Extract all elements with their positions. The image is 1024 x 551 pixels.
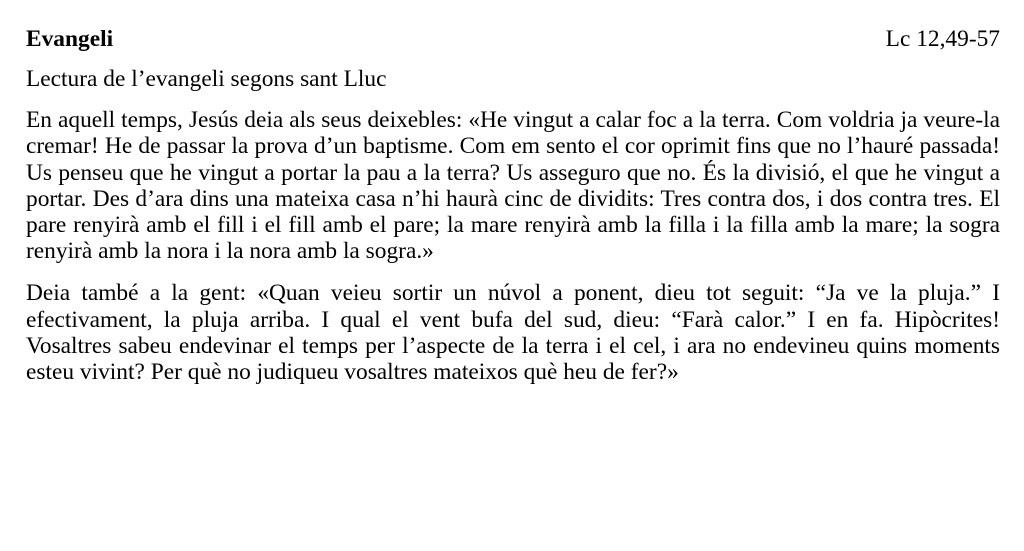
- reading-subtitle: Lectura de l’evangeli segons sant Lluc: [26, 66, 387, 92]
- reading-page: [26, 26, 1000, 385]
- paragraph: Deia també a la gent: «Quan veieu sortir un núvol a ponent, dieu tot seguit: “Ja ve la pluja.” I efectivament, la pluja arriba. I qual el vent bufa del sud, dieu: “Farà calor.” I en fa. Hipòcrites! Vosaltres sabeu endevinar el temps per l’aspecte de la terra i el cel, i ara no endevineu quins moments esteu vivint? Per què no judiqueu vosaltres mateixos què heu de fer?»: [26, 280, 1000, 386]
- reading-header: [26, 26, 1000, 54]
- reading-title: Evangeli: [26, 26, 114, 52]
- paragraph: En aquell temps, Jesús deia als seus deixebles: «He vingut a calar foc a la terra. Com voldria ja veure-la cremar! He de passar la prova d’un baptisme. Com em sento el cor oprimit fins que no l’hauré passada! Us penseu que he vingut a portar la pau a la terra? Us asseguro que no. És la divisió, el que he vingut a portar. Des d’ara dins una mateixa casa n’hi haurà cinc de dividits: Tres contra dos, i dos contra tres. El pare renyirà amb el fill i el fill amb el pare; la mare renyirà amb la filla i la filla amb la mare; la sogra renyirà amb la nora i la nora amb la sogra.»: [26, 107, 1000, 265]
- scripture-reference: Lc 12,49-57: [885, 26, 1000, 52]
